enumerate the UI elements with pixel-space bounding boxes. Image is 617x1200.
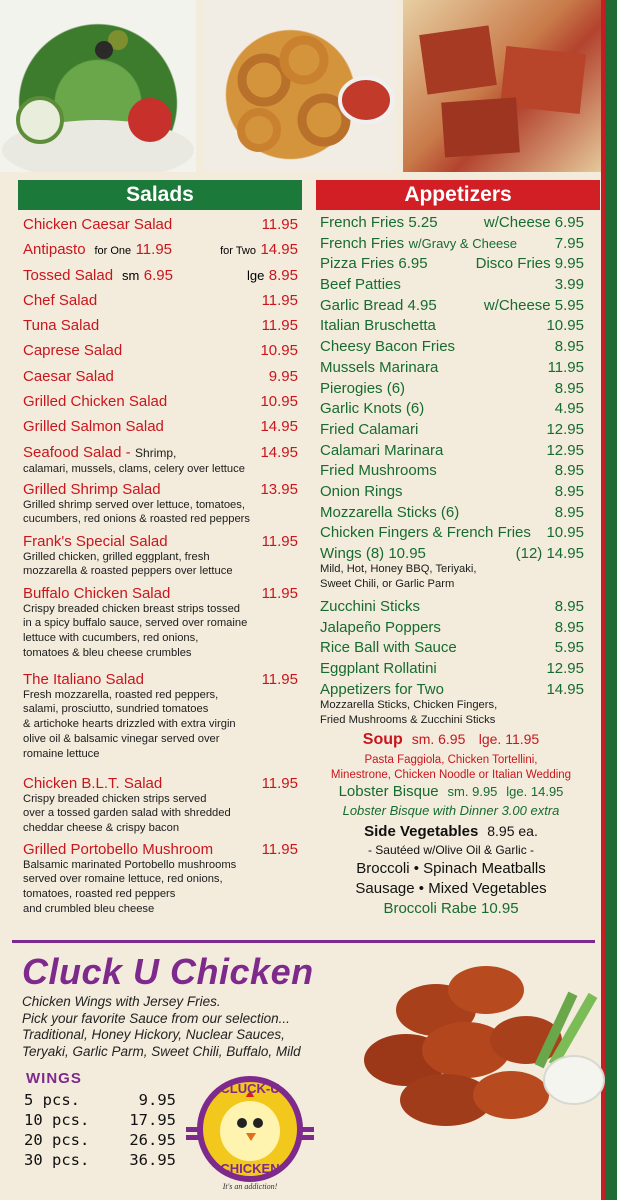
logo-text-top: CLUCK-U [220, 1081, 280, 1096]
item-price: 11.95 [261, 840, 298, 858]
menu-item [316, 338, 600, 359]
menu-item [18, 267, 302, 292]
soup-options: Minestrone, Chicken Noodle or Italian Wedding [330, 768, 572, 781]
item-price: 11.95 [261, 216, 298, 233]
menu-item [18, 841, 302, 923]
wing-qty: 30 pcs. [24, 1151, 90, 1169]
item-price: 8.95 [554, 598, 584, 615]
salad-illustration [0, 0, 196, 172]
item-name: Caesar Salad [23, 367, 114, 385]
salads-section [18, 180, 302, 923]
item-price: 11.95 [261, 670, 298, 688]
sides-line [316, 823, 600, 843]
item-price: 8.95 [554, 338, 584, 356]
wing-price-row [24, 1091, 176, 1111]
wing-price-row [24, 1151, 176, 1171]
item-name: Italian Bruschetta [320, 317, 436, 335]
item-name: Onion Rings [320, 482, 403, 500]
onion-rings-photo [204, 0, 396, 172]
soup-sm-price: sm. 6.95 [411, 730, 466, 747]
menu-item [316, 619, 600, 640]
lobster-label: Lobster Bisque [338, 782, 439, 800]
item-description: served over romaine lettuce, red onions, [23, 873, 223, 886]
menu-item [18, 317, 302, 342]
item-description: salami, prosciutto, sundried tomatoes [23, 703, 209, 716]
item-price: 10.95 [260, 342, 298, 360]
item-name: Fried Mushrooms [320, 462, 437, 480]
lobster-sm-price: sm. 9.95 [447, 783, 498, 799]
menu-item [18, 418, 302, 443]
item-price: 8.95 [554, 462, 584, 480]
item-description: and crumbled bleu cheese [23, 903, 155, 916]
item-price: 8.95 [554, 379, 584, 397]
menu-item [316, 380, 600, 401]
for-one-price: 11.95 [135, 241, 173, 259]
menu-item [316, 359, 600, 380]
item-name: Fried Calamari [320, 420, 419, 438]
item-price: 10.95 [546, 524, 584, 542]
lobster-line [316, 783, 600, 803]
menu-item [18, 444, 302, 481]
item-description: Fried Mushrooms & Zucchini Sticks [320, 713, 496, 726]
item-name: Grilled Salmon Salad [23, 418, 164, 436]
item-name: Beef Patties [320, 276, 401, 294]
item-name: Grilled Shrimp Salad [23, 480, 161, 498]
item-price: 8.95 [554, 618, 584, 636]
soup-label: Soup [362, 730, 403, 748]
menu-item [18, 671, 302, 775]
item-description: tomatoes & bleu cheese crumbles [23, 647, 192, 660]
item-price: 8.95 [554, 482, 584, 500]
sides-price: 8.95 ea. [487, 822, 538, 839]
item-price: 14.95 [260, 418, 298, 436]
sides-list: Sausage • Mixed Vegetables [355, 879, 547, 897]
for-two-label: for Two [220, 245, 256, 258]
menu-item [316, 400, 600, 421]
cluck-desc-line: Pick your favorite Sauce from our selection... [22, 1010, 290, 1026]
lobster-lge-price: lge. 14.95 [506, 783, 564, 799]
sm-price: 6.95 [143, 266, 173, 284]
logo-text-bottom: CHICKEN [220, 1161, 280, 1176]
item-name: The Italiano Salad [23, 670, 144, 688]
item-name: Chicken B.L.T. Salad [23, 774, 163, 792]
menu-item [316, 660, 600, 681]
salads-header: Salads [18, 180, 302, 210]
for-one-label: for One [94, 245, 132, 258]
cluck-desc-line: Teryaki, Garlic Parm, Sweet Chili, Buffalo, Mild [22, 1043, 301, 1059]
menu-item [18, 481, 302, 533]
item-description: cheddar cheese & crispy bacon [23, 822, 180, 835]
menu-item [316, 421, 600, 442]
item-price: 3.99 [554, 276, 584, 294]
item-description: Grilled shrimp served over lettuce, tomatoes, [23, 498, 245, 511]
item-description: over a tossed garden salad with shredded [23, 807, 231, 820]
section-divider [12, 940, 595, 943]
item-name: Wings (8) 10.95 [320, 545, 426, 562]
item-name: Buffalo Chicken Salad [23, 584, 171, 602]
menu-item [18, 342, 302, 367]
item-price: 7.95 [554, 234, 584, 252]
item-price: 12.95 [546, 441, 584, 459]
menu-item [316, 483, 600, 504]
menu-item [316, 681, 600, 731]
sides-prep: - Sautéed w/Olive Oil & Garlic - [367, 842, 535, 857]
wing-price-row [24, 1131, 176, 1151]
item-name: Jalapeño Poppers [320, 618, 441, 636]
salad-photo [0, 0, 196, 172]
item-price: 11.95 [261, 317, 298, 335]
item-name: Seafood Salad - [23, 443, 131, 461]
menu-item [316, 235, 600, 256]
item-name: Chicken Caesar Salad [23, 216, 173, 233]
item-price: w/Cheese 6.95 [483, 214, 584, 231]
item-description: tomatoes, roasted red peppers [23, 888, 176, 901]
lge-price: 8.95 [268, 266, 298, 284]
onion-rings-illustration [204, 0, 396, 172]
menu-item [18, 775, 302, 841]
item-name: Caprese Salad [23, 342, 123, 360]
bruschetta-photo [403, 0, 601, 172]
cluck-desc-line: Traditional, Honey Hickory, Nuclear Sauces, [22, 1027, 285, 1043]
menu-item [316, 297, 600, 318]
item-description: Crispy breaded chicken strips served [23, 792, 207, 805]
item-name: Grilled Chicken Salad [23, 393, 168, 411]
item-price: 11.95 [261, 584, 298, 602]
item-price: 10.95 [260, 393, 298, 411]
item-price: 9.95 [268, 367, 298, 385]
sides-list: Broccoli • Spinach Meatballs [356, 859, 546, 877]
for-two-price: 14.95 [260, 241, 298, 259]
menu-item [316, 462, 600, 483]
soup-options: Pasta Faggiola, Chicken Tortellini, [364, 753, 538, 766]
item-name: Tossed Salad [23, 266, 114, 284]
menu-item [18, 241, 302, 266]
sm-label: sm [121, 267, 140, 283]
item-price: 11.95 [547, 358, 584, 376]
item-name: Mussels Marinara [320, 358, 439, 376]
item-price: 10.95 [546, 317, 584, 335]
soup-line [316, 731, 600, 753]
item-description: Mild, Hot, Honey BBQ, Teriyaki, [320, 563, 477, 575]
wing-price-list [24, 1091, 176, 1171]
item-price: 8.95 [554, 503, 584, 521]
item-description: olive oil & balsamic vinegar served over [23, 733, 220, 746]
photo-strip [0, 0, 601, 172]
wing-qty: 5 pcs. [24, 1091, 80, 1109]
item-description: romaine lettuce [23, 747, 100, 760]
cluck-description [22, 994, 301, 1060]
item-name: Zucchini Sticks [320, 598, 421, 615]
item-name: French Fries 5.25 [320, 214, 438, 231]
item-description: Crispy breaded chicken breast strips tossed [23, 602, 241, 615]
item-price: 11.95 [261, 532, 298, 550]
menu-item [316, 442, 600, 463]
menu-item [316, 276, 600, 297]
cluck-u-logo [186, 1069, 314, 1193]
item-description: cucumbers, red onions & roasted red peppers [23, 513, 250, 526]
item-price: 5.95 [554, 639, 584, 657]
item-name: French Fries [320, 234, 405, 252]
item-price: 13.95 [260, 480, 298, 498]
item-price: w/Cheese 5.95 [483, 296, 584, 314]
broccoli-rabe: Broccoli Rabe 10.95 [383, 899, 519, 917]
bruschetta-illustration [403, 0, 601, 172]
item-variant: w/Gravy & Cheese [408, 235, 518, 251]
menu-item [316, 317, 600, 338]
menu-item [18, 292, 302, 317]
item-name: Eggplant Rollatini [320, 660, 437, 678]
item-name: Appetizers for Two [320, 680, 444, 698]
item-name: Frank's Special Salad [23, 532, 168, 550]
item-price: 4.95 [554, 400, 584, 418]
item-description: & artichoke hearts drizzled with extra virgin [23, 718, 236, 731]
menu-item [18, 216, 302, 241]
menu-item [316, 255, 600, 276]
wings-label: WINGS [26, 1070, 82, 1087]
wing-qty: 20 pcs. [24, 1131, 90, 1149]
menu-item [18, 585, 302, 671]
wing-price: 26.95 [129, 1131, 176, 1149]
item-price: 14.95 [260, 443, 298, 461]
appetizers-header: Appetizers [316, 180, 600, 210]
item-name: Cheesy Bacon Fries [320, 338, 456, 356]
item-description: in a spicy buffalo sauce, served over romaine [23, 617, 248, 630]
appetizers-section [316, 180, 600, 920]
item-price: (12) 14.95 [515, 545, 584, 562]
item-price: 11.95 [261, 774, 298, 792]
item-name: Garlic Knots (6) [320, 400, 425, 418]
soup-lge-price: lge. 11.95 [478, 730, 540, 747]
item-price: 12.95 [546, 660, 584, 678]
menu-item [316, 524, 600, 545]
item-price: Disco Fries 9.95 [475, 255, 584, 273]
item-price: 12.95 [546, 420, 584, 438]
wing-price: 17.95 [129, 1111, 176, 1129]
item-name: Pizza Fries 6.95 [320, 255, 428, 273]
item-description: Fresh mozzarella, roasted red peppers, [23, 688, 219, 701]
item-description: calamari, mussels, clams, celery over lettuce [23, 462, 245, 475]
lobster-note: Lobster Bisque with Dinner 3.00 extra [342, 802, 560, 818]
sides-label: Side Vegetables [364, 822, 479, 840]
item-name: Garlic Bread 4.95 [320, 296, 437, 314]
item-name: Pierogies (6) [320, 379, 406, 397]
lge-label: lge [246, 267, 265, 283]
item-name: Chicken Fingers & French Fries [320, 524, 531, 542]
item-name: Chef Salad [23, 291, 98, 309]
item-name: Antipasto [23, 241, 86, 259]
logo-tagline: It's an addiction! [222, 1182, 278, 1191]
wing-qty: 10 pcs. [24, 1111, 90, 1129]
item-name: Calamari Marinara [320, 441, 444, 459]
chicken-wings-photo [336, 950, 612, 1140]
item-price: 11.95 [261, 291, 298, 309]
menu-item [316, 639, 600, 660]
item-name: Tuna Salad [23, 317, 100, 335]
wing-price-row [24, 1111, 176, 1131]
menu-item [316, 598, 600, 619]
item-description: lettuce with cucumbers, red onions, [23, 632, 199, 645]
item-name: Grilled Portobello Mushroom [23, 840, 214, 858]
cluck-desc-line: Chicken Wings with Jersey Fries. [22, 994, 221, 1009]
item-name-suffix: Shrimp, [135, 445, 177, 460]
menu-item [316, 214, 600, 235]
item-description: Sweet Chili, or Garlic Parm [320, 577, 455, 590]
cluck-title: Cluck U Chicken [22, 951, 314, 992]
menu-item [316, 504, 600, 525]
item-name: Mozzarella Sticks (6) [320, 503, 460, 521]
item-description: Grilled chicken, grilled eggplant, fresh [23, 550, 210, 563]
item-description: mozzarella & roasted peppers over lettuce [23, 565, 233, 578]
wing-price: 9.95 [138, 1091, 176, 1109]
menu-item [18, 368, 302, 393]
menu-item [18, 533, 302, 585]
menu-item [316, 545, 600, 598]
item-description: Mozzarella Sticks, Chicken Fingers, [320, 698, 498, 711]
wing-price: 36.95 [129, 1151, 176, 1169]
item-description: Balsamic marinated Portobello mushrooms [23, 858, 237, 871]
item-price: 14.95 [546, 680, 584, 698]
menu-item [18, 393, 302, 418]
item-name: Rice Ball with Sauce [320, 639, 457, 657]
